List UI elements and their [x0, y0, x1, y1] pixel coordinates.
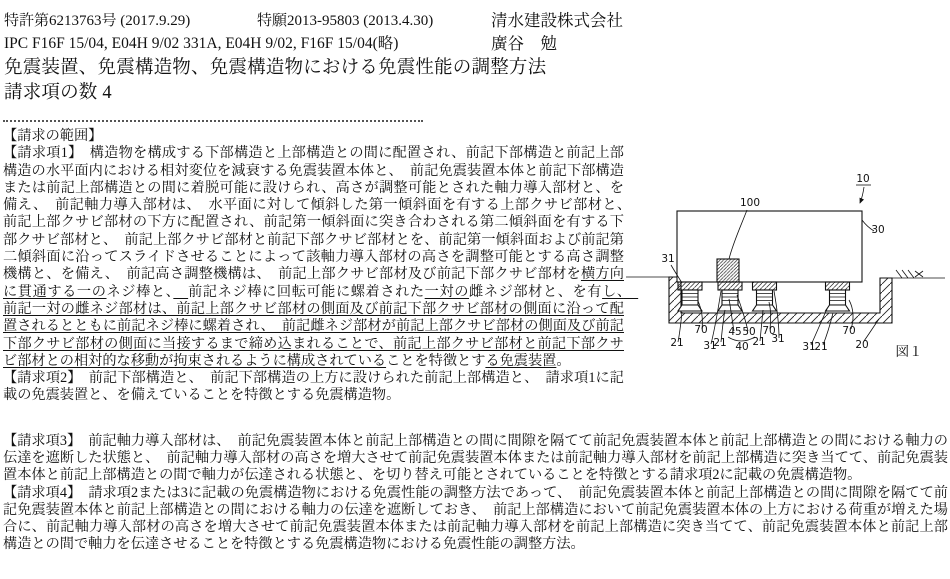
claims-section	[3, 128, 639, 405]
figure-ref-number: 70	[694, 324, 708, 336]
claims-section-continued	[3, 433, 948, 553]
bearing-3	[753, 282, 777, 311]
figure-caption: 図１	[895, 344, 923, 359]
inventor-name: 廣谷 勉	[491, 34, 557, 53]
bearing-1	[678, 282, 702, 311]
figure-ref-number: 21	[670, 337, 684, 349]
figure-ref-number: 40	[735, 341, 749, 353]
figure-ref-number: 50	[742, 326, 756, 338]
claim-3-text: 【請求項3】 前記軸力導入部材は、 前記免震装置本体と前記上部構造との間に間隙を隔てて前記免震装置本体と前記上部構造との間における軸力の伝達を遮断した状態と、 前記軸力導入部材の高さを増大させて前記免震装置本体または前記軸力導入部材を前記上部構造に突き当てて、前記免震装置本体と前記上部構造との間で軸力が伝達される状態と、を切り替え可能とされていることを特徴とする請求項2に記載の免震構造物。	[3, 433, 948, 484]
bearing-4	[826, 282, 850, 311]
dashed-divider	[3, 120, 423, 122]
claim-4-text: 【請求項4】 請求項2または3に記載の免震構造物における免震性能の調整方法であって、 前記免震装置本体と前記上部構造との間に間隙を隔てて前記免震装置本体と前記上部構造との間における軸力の伝達を遮断しておき、 前記上部構造において前記免震装置本体の上方における荷重が増えた場合に、前記軸力導入部材の高さを増大させて前記免震装置本体または前記軸力導入部材を前記上部構造に突き当てて、前記免震装置本体と前記上部構造との間で軸力を伝達させることを特徴とする免震構造物における免震性能の調整方法。	[3, 484, 948, 553]
isolation-bearings	[678, 282, 850, 311]
figure-ref-number: 20	[855, 339, 869, 351]
claims-count: 請求項の数 4	[4, 83, 112, 103]
figure-ref-number: 70	[762, 325, 776, 337]
figure-1-drawing	[618, 148, 950, 373]
patent-number: 特許第6213763号 (2017.9.29)	[4, 13, 191, 29]
load-block-100	[717, 259, 739, 282]
patent-figure	[618, 148, 950, 373]
claim-text-segment: 前記ネジ棒に回転可能に螺着された	[188, 283, 425, 300]
ipc-classification: IPC F16F 15/04, E04H 9/02 331A, E04H 9/02, F16F 15/04(略)	[4, 35, 399, 52]
ground-hatch	[896, 270, 923, 278]
assignee-name: 清水建設株式会社	[491, 11, 623, 30]
figure-ref-number: 100	[739, 197, 761, 209]
figure-ref-number: 31	[703, 340, 717, 352]
claim-text-segment: る免震装置	[485, 352, 557, 369]
claim-text-segment: し、 前記一対の雌ネジ部材は、前記上部クサビ部材の側面及び前記下部クサビ部材の側面に沿って配置されるとともに前記ネジ棒に螺着され、 前記雌ネジ部材が前記上部クサビ部材の側面及び前記下部クサビ部材の側面に当接するまで締め込まれることで、前記上部クサビ部材と前記下部クサビ部材との相対的な移動が拘束されるように構成されている	[3, 283, 639, 369]
claim-text-segment	[173, 284, 188, 300]
claim-2-text: 【請求項2】 前記下部構造と、 前記下部構造の上方に設けられた前記上部構造と、 請求項1に記載の免震装置と、を備えていることを特徴とする免震構造物。	[3, 370, 624, 404]
figure-ref-number: 31	[802, 341, 816, 353]
figure-ref-number: 30	[871, 224, 885, 236]
figure-ref-number: 21	[713, 337, 727, 349]
application-number: 特願2013-95803 (2013.4.30)	[257, 13, 434, 29]
figure-ref-number: 10	[856, 173, 870, 185]
claim-text-segment: 横方向に貫通する一の	[3, 266, 624, 300]
claim-1-text	[3, 145, 639, 370]
figure-ref-number: 31	[771, 333, 785, 345]
figure-ref-number: 21	[752, 336, 766, 348]
claim-text-segment: 雌ネジ部材と、を有	[469, 283, 603, 300]
invention-title: 免震装置、免震構造物、免震構造物における免震性能の調整方法	[4, 58, 547, 78]
claim-text-segment: 【請求項1】 構造物を構成する下部構造と上部構造との間に配置され、前記下部構造と前記上部構造の水平面内における相対変位を減衰する免震装置本体と、 前記免震装置本体と前記下部構造または前記上部構造との間に着脱可能に設けられ、高さが調整可能とされた軸力導入部材と、を備え、 前記軸力導入部材は、 水平面に対して傾斜した第一傾斜面を有する上部クサビ部材と、 前記上部クサビ部材の下方に配置され、前記第一傾斜面に突き合わされる第二傾斜面を有する下部クサビ部材と、 前記上部クサビ部材と前記下部クサビ部材とを、前記第一傾斜面および前記第二傾斜面に沿ってスライドさせることによって該軸力導入部材の高さを調整可能とする高さ調整機構と、を備え、 前記高さ調整機構は、 前記上部クサビ部材及び前記下部クサビ部材を	[3, 145, 639, 283]
figure-ref-number: 31	[661, 253, 675, 265]
figure-ref-number: 70	[842, 325, 856, 337]
claim-text-segment: ネジ棒と、	[106, 283, 174, 300]
figure-ref-number: 45	[728, 326, 742, 338]
figure-ref-number: 21	[814, 341, 828, 353]
claim-text-segment: 一対の	[424, 283, 470, 300]
claim-text-segment: ことを特徴とす	[386, 352, 486, 369]
claim-text-segment: 。	[556, 352, 571, 369]
claims-heading: 【請求の範囲】	[3, 128, 103, 144]
upper-structure-building	[677, 211, 862, 282]
